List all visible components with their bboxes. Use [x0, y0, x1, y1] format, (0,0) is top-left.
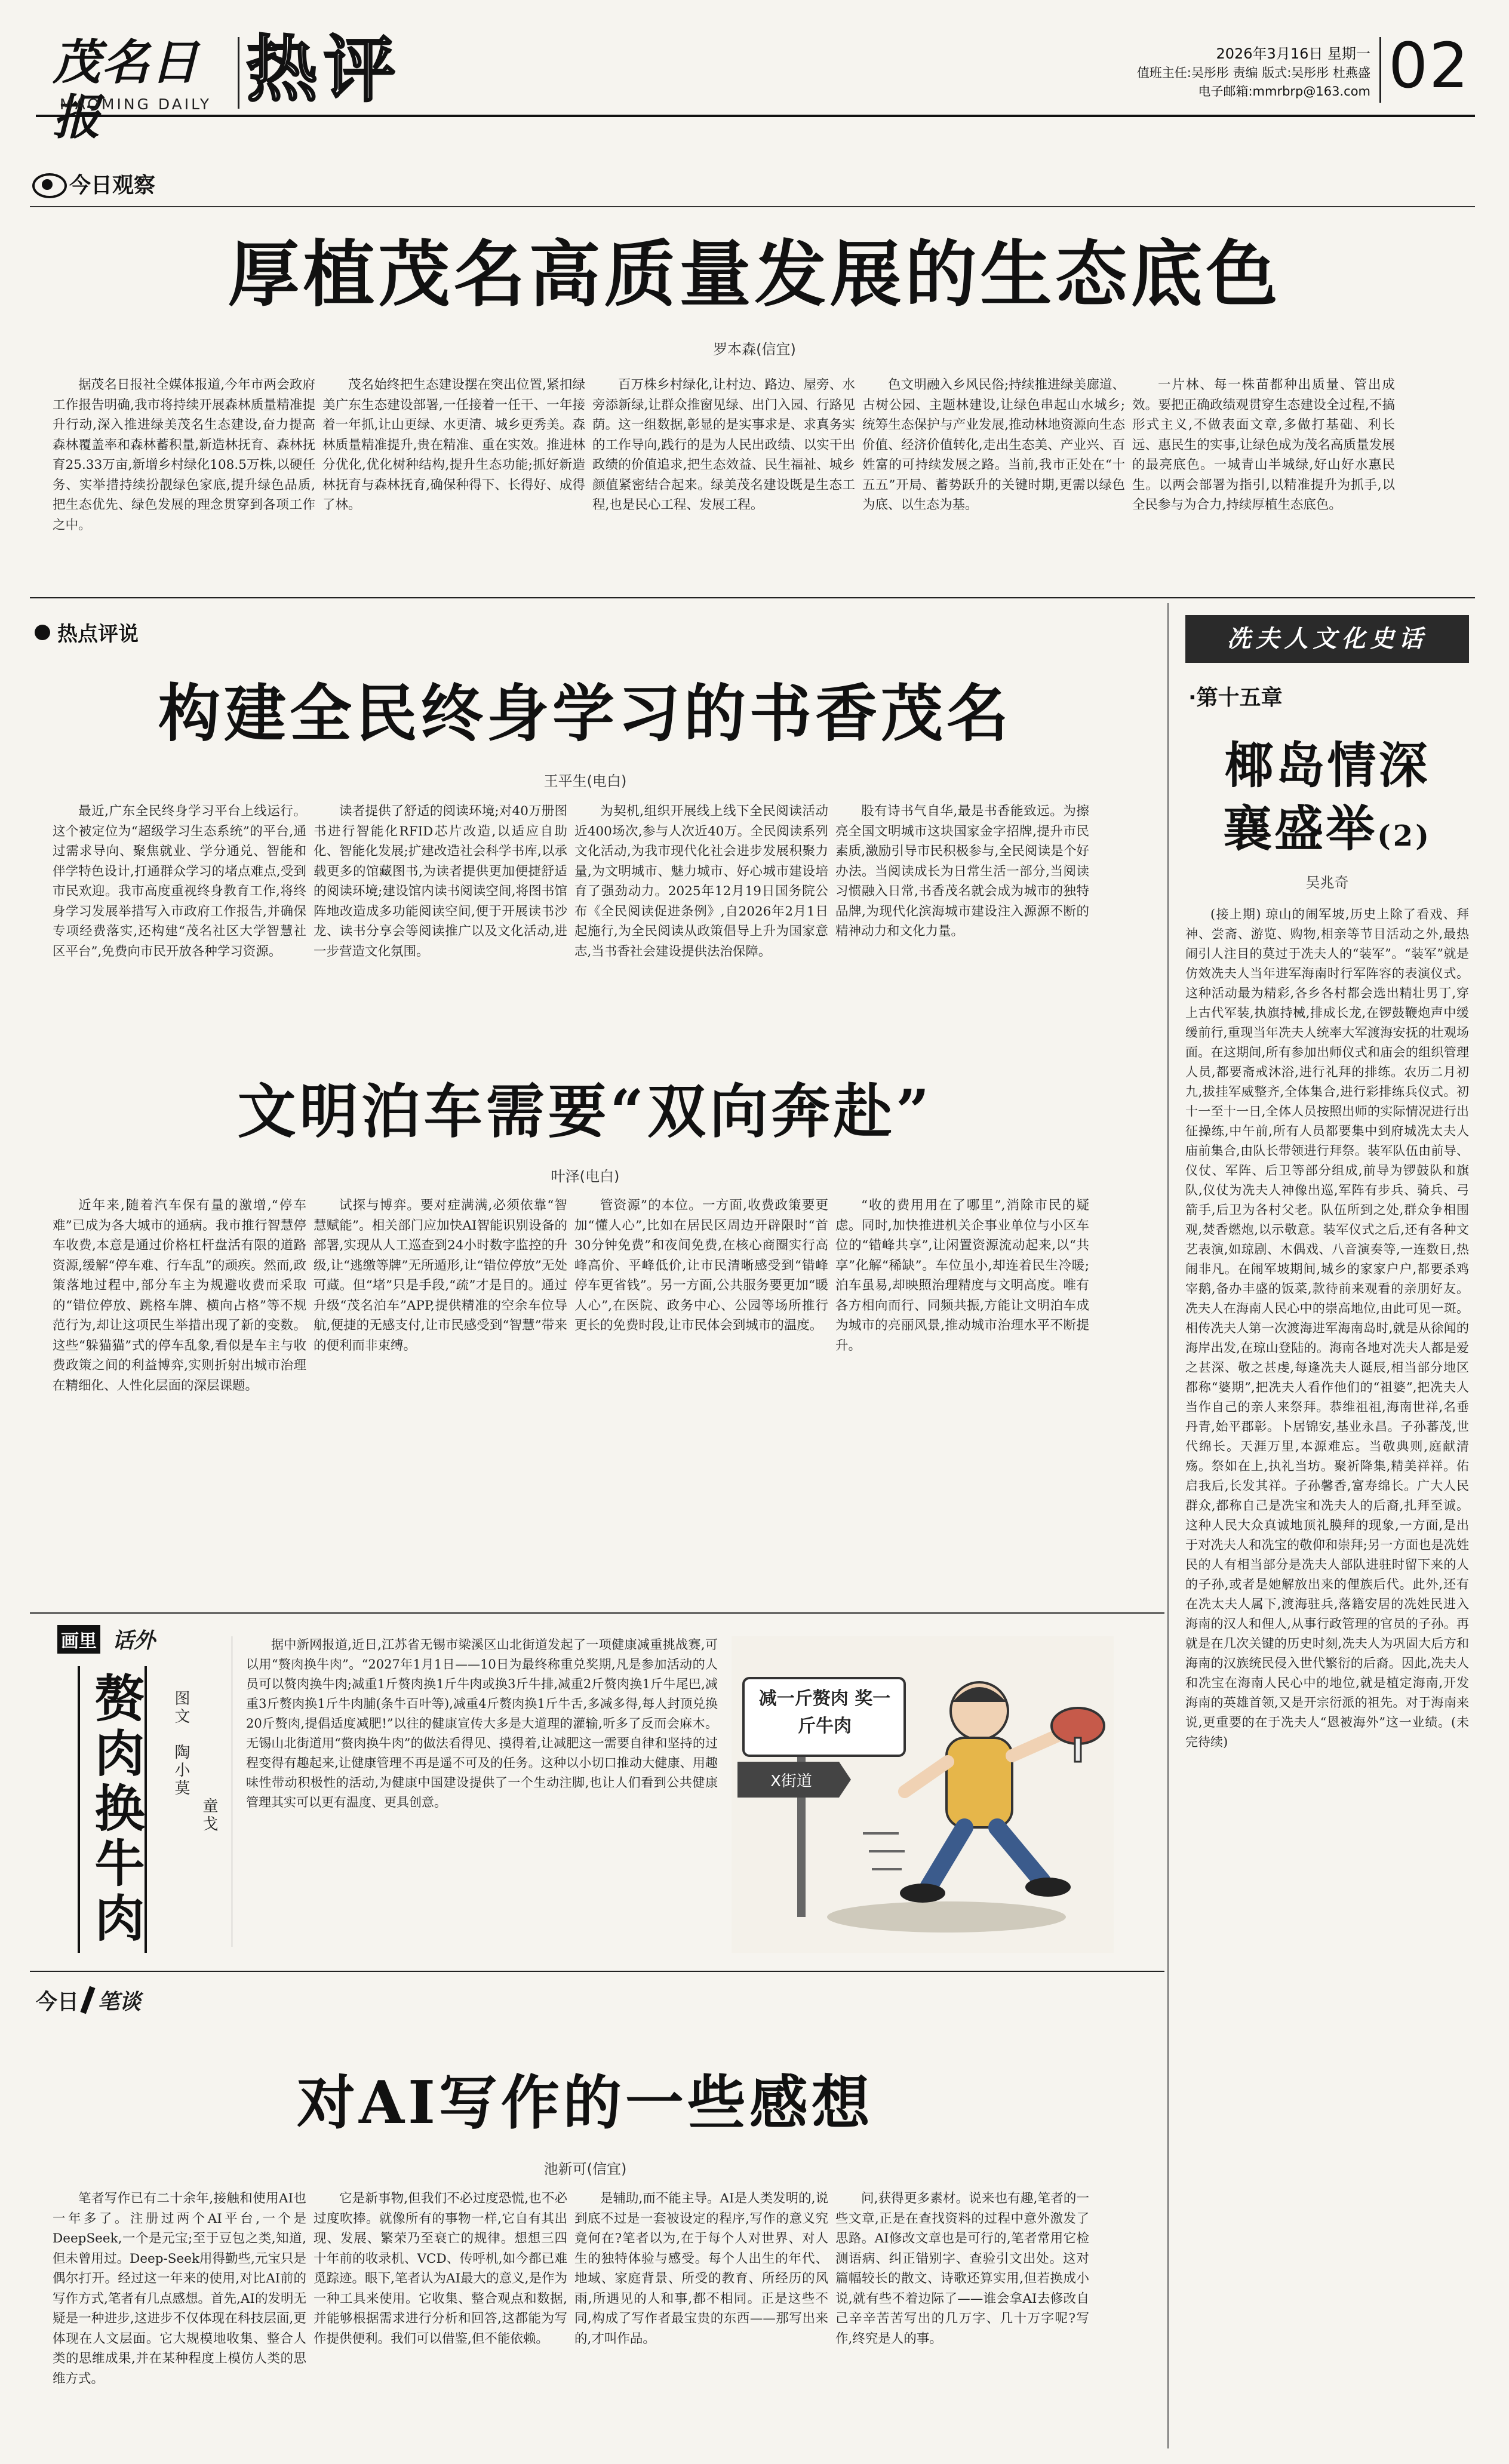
article4-col4: 问,获得更多素材。说来也有趣,笔者的一些文章,正是在查找资料的过程中意外激发了思路。AI修改文章也是可行的,笔者常用它检测语病、纠正错别字、查验引文出处。这对篇幅较长的散文、诗歌还算实用,但若换成小说,就有些不着边际了——谁会拿AI去修改自己辛辛苦苦写出的几万字、几十万字呢?写作,终究是人的事。: [835, 2191, 1089, 2346]
article3-col3: 管资源”的本位。一方面,收费政策要更加“懂人心”,比如在居民区周边开辟限时“首30分钟免费”和夜间免费,在核心商圈实行高峰高价、平峰低价,让市民清晰感受到“错峰停车更省钱”。另一方面,公共服务要更加“暖人心”,在医院、政务中心、公园等场所推行更长的免费时段,让市民体会到城市的温度。: [574, 1198, 828, 1333]
article2-byline: 王平生(电白): [543, 773, 627, 789]
section-rule: [30, 597, 1475, 598]
article2-col2: 读者提供了舒适的阅读环境;对40万册图书进行智能化RFID芯片改造,以适应自助化、智能化发展;扩建改造社会科学书库,以承载更多的馆藏图书,为读者提供更加便捷舒适的阅读环境;建设馆内读书阅读空间,将图书馆阵地改造成多功能阅读空间,便于开展读书沙龙、读书分享会等阅读推广以及文化活动,进一步营造文化氛围。: [314, 804, 567, 959]
cartoon-title: 赘肉换牛肉: [87, 1672, 146, 1947]
cartoon-street-sign: X街道: [770, 1772, 812, 1790]
today-view-label: 今日观察: [69, 173, 156, 198]
article1-byline: 罗本森(信宜): [713, 341, 796, 358]
article4-col3: 是辅助,而不能主导。AI是人类发明的,说到底不过是一套被设定的程序,写作的意义究竟何在?笔者以为,在于每个人对世界、对人生的独特体验与感受。每个人出生的年代、地域、家庭背景、所受的教育、所经历的风雨,所遇见的人和事,都不相同。正是这些不同,构成了写作者最宝贵的东西——那写出来的,才叫作品。: [574, 2191, 828, 2346]
article1-col2: 茂名始终把生态建设摆在突出位置,紧扣绿美广东生态建设部署,一任接着一任干、一年接着一年抓,让山更绿、水更清、城乡更秀美。森林质量精准提升,贵在精准、重在实效。推进林分优化,优化树种结构,提升生态功能;抓好新造林抚育与森林抚育,确保种得下、长得好、成得了林。: [322, 377, 585, 512]
pen-talk-label-a: 今日: [36, 1990, 79, 2014]
cartoon-title-box: [78, 1666, 147, 1953]
cartoon-text: 据中新网报道,近日,江苏省无锡市梁溪区山北街道发起了一项健康减重挑战赛,可以用“赘肉换牛肉”。“2027年1月1日——10日为最终称重兑奖期,凡是参加活动的人员可以赘肉换牛肉;减重1斤赘肉换1斤牛肉或换3斤牛排,减重2斤赘肉换1斤牛尾巴,减重3斤赘肉换1斤牛肉脯(条牛百叶等),减重4斤赘肉换1斤牛舌,多减多得,每人封顶兑换20斤赘肉,提倡适度减肥!”以往的健康宣传大多是大道理的灌输,听多了反而会麻木。无锡山北街道用“赘肉换牛肉”的做法看得见、摸得着,让减肥这一需要自律和坚持的过程变得有趣起来,让健康管理不再是遥不可及的任务。这种以小切口推动大健康、用趣味性带动积极性的活动,为健康中国建设提供了一个生动注脚,也让人们看到公共健康管理其实可以更有温度、更具创意。: [246, 1637, 718, 1809]
section-title: 热评: [246, 27, 401, 112]
serial-divider: [1167, 603, 1169, 2448]
article1-col3: 百万株乡村绿化,让村边、路边、屋旁、水旁添新绿,让群众推窗见绿、出门入园、行路见荫。这一组数据,彰显的是实事求是、求真务实的工作导向,践行的是为人民出政绩、以实干出政绩的价值追求,把生态效益、民生福祉、城乡颜值紧密结合起来。绿美茂名建设既是生态工程,也是民心工程、发展工程。: [592, 377, 855, 512]
article3-byline: 叶泽(电白): [551, 1168, 620, 1185]
eye-pupil: [42, 179, 53, 190]
article4-col2: 它是新事物,但我们不必过度恐慌,也不必过度吹捧。就像所有的事物一样,它自有其出现、发展、繁荣乃至衰亡的规律。想想三四十年前的收录机、VCD、传呼机,如今都已难觅踪迹。眼下,笔者认为AI最大的意义,是作为一种工具来使用。它收集、整合观点和数据,并能够根据需求进行分析和回答,这都能为写作提供便利。我们可以借鉴,但不能依赖。: [314, 2191, 567, 2346]
pen-icon: [80, 1986, 95, 2014]
cartoon-tag: [57, 1621, 213, 1657]
serial-column-name: 冼夫人文化史话: [1227, 625, 1428, 653]
section-rule: [30, 1612, 1164, 1614]
editors-line: 值班主任:吴彤彤 责编 版式:吴彤彤 杜燕盛: [1136, 66, 1370, 80]
cartoon-credit-2: 童戈: [200, 1798, 218, 1833]
pen-talk-label-b: 笔谈: [98, 1990, 142, 2014]
article1-col5: 一片林、每一株苗都种出质量、管出成效。要把正确政绩观贯穿生态建设全过程,不搞形式主义,不做表面文章,多做打基础、利长远、惠民生的实事,让绿色成为茂名高质量发展的最亮底色。一城青山半城绿,好山好水惠民生。以两会部署为指引,以精准提升为抓手,以全民参与为合力,持续厚植生态底色。: [1132, 377, 1395, 512]
section-rule: [30, 206, 1475, 207]
article4-col1: 笔者写作已有二十余年,接触和使用AI也一年多了。注册过两个AI平台,一个是DeepSeek,一个是元宝;至于豆包之类,知道,但未曾用过。Deep-Seek用得勤些,元宝只是偶尔打开。经过这一年来的使用,对比AI前的写作方式,笔者有几点感想。首先,AI的发明无疑是一种进步,这进步不仅体现在科技层面,更体现在人文层面。它大规模地收集、整合人类的思维成果,并在某种程度上模仿人类的思维方式。: [53, 2191, 306, 2386]
issue-date: 2026年3月16日 星期一: [1216, 45, 1370, 62]
serial-body: (接上期) 琼山的闹军坡,历史上除了看戏、拜神、尝斋、游览、购物,相亲等节目活动之外,最热闹引人注目的莫过于冼夫人的“装军”。“装军”就是仿效冼夫人当年进军海南时行军阵容的表演仪式。这种活动最为精彩,各乡各村都会选出精壮男丁,穿上古代军装,执旗持械,排成长龙,在锣鼓鞭炮声中缓缓前行,重现当年冼夫人统率大军渡海安抚的壮观场面。在这期间,所有参加出师仪式和庙会的组织管理人员,都要斋戒沐浴,进行礼拜的排练。农历二月初九,拔挂军威整齐,全体集合,进行彩排练兵仪式。初十一至十一日,全体人员按照出师的实际情况进行出征操练,中午前,所有人员都要集中到府城冼太夫人庙前集合,由队长带领进行拜祭。装军队伍由前导、仪仗、军阵、后卫等部分组成,前导为锣鼓队和旗队,仪仗为冼夫人神像出巡,军阵有步兵、骑兵、弓箭手,后卫为各村父老。队伍所到之处,群众争相围观,焚香燃炮,以示敬意。装军仪式之后,还有各种文艺表演,如琼剧、木偶戏、八音演奏等,一连数日,热闹非凡。在闹军坡期间,城乡的家家户户,都要杀鸡宰鹅,备办丰盛的饭菜,款待前来观看的亲朋好友。冼夫人在海南人民心中的崇高地位,由此可见一斑。相传冼夫人第一次渡海进军海南岛时,就是从徐闻的海岸出发,在琼山登陆的。海南各地对冼夫人都是爱之甚深、敬之甚虔,每逢冼夫人诞辰,相当部分地区都称“婆期”,把冼夫人看作他们的“祖婆”,把冼夫人当作自己的亲人来祭拜。恭维祖祖,海南世祥,名垂丹青,始平郡彰。卜居锦安,基业永昌。子孙蕃茂,世代绵长。天涯万里,本源难忘。当敬典则,庭献清殇。祭如在上,执礼当坊。聚祈降集,精美祥祥。佑启我后,长发其祥。子孙馨香,富寿绵长。广大人民群众,都称自己是冼宝和冼夫人的后裔,扎拜至诚。这种人民大众真诚地顶礼膜拜的现象,一方面,是出于对冼夫人和冼宝的敬仰和崇拜;另一方面也是冼姓民的人有相当部分是冼夫人部队进驻时留下来的人的子孙,或者是她解放出来的俚族后代。此外,还有在冼太夫人属下,渡海驻兵,落籍安居的冼姓民进入海南的汉人和俚人,从事行政管理的官员的子孙。再就是在几次关键的历史时刻,冼夫人为巩固大后方和海南的汉族统民侵入世代繁衍的后裔。因此,冼夫人和冼宝在海南人民心中的地位,就是植定海南,开发海南的英雄首领,又是开宗衍派的祖先。对于海南来说,更重要的在于冼夫人“恩被海外”这一业绩。(未完待续): [1185, 907, 1469, 1749]
article2-col3: 为契机,组织开展线上线下全民阅读活动近400场次,参与人次近40万。全民阅读系列文化活动,为我市现代化社会进步发展积聚力量,为文明城市、魅力城市、好心城市建设培育了强劲动力。2025年12月19日国务院公布《全民阅读促进条例》,自2026年2月1日起施行,为全民阅读从政策倡导上升为国家意志,当书香社会建设提供法治保障。: [574, 804, 828, 959]
article1-col1: 据茂名日报社全媒体报道,今年市两会政府工作报告明确,我市将持续开展森林质量精准提升行动,深入推进绿美茂名生态建设,奋力提高森林覆盖率和森林蓄积量,新造林抚育、森林抚育25.33万亩,新增乡村绿化108.5万株,以硬任务、实举措持续扮靓绿色家底,提升绿色品质,把生态优先、绿色发展的理念贯穿到各项工作之中。: [53, 377, 315, 533]
bullet-icon: [35, 625, 50, 640]
cartoon-drawing: [732, 1636, 1114, 1953]
article3-title: 文明泊车需要“双向奔赴”: [237, 1077, 933, 1146]
serial-title-line1: 椰岛情深: [1224, 737, 1430, 794]
page-number: 02: [1388, 29, 1470, 102]
serial-column-banner: [1185, 615, 1469, 663]
masthead-rule: [36, 115, 1475, 117]
pen-talk-tag: [36, 1983, 215, 2018]
article3-col4: “收的费用用在了哪里”,消除市民的疑虑。同时,加快推进机关企事业单位与小区车位的“错峰共享”,让闲置资源流动起来,以“共享”化解“稀缺”。车位虽小,却连着民生冷暖;泊车虽易,却映照治理精度与文明高度。唯有各方相向而行、同频共振,方能让文明泊车成为城市的亮丽风景,推动城市治理水平不断提升。: [835, 1198, 1089, 1353]
cartoon-sign-text: 减一斤赘肉 奖一斤牛肉: [758, 1688, 891, 1737]
cartoon-credit-1: 图文陶小莫: [172, 1690, 190, 1798]
logo-divider: [238, 37, 239, 109]
article2-title: 构建全民终身学习的书香茂名: [158, 677, 1012, 750]
article2-col4: 股有诗书气自华,最是书香能致远。为擦亮全国文明城市这块国家金字招牌,提升市民素质,激励引导市民积极参与,全民阅读是个好办法。当阅读成长为日常生活一部分,当阅读习惯融入日常,书香茂名就会成为城市的独特品牌,为现代化滨海城市建设注入源源不断的精神动力和文化力量。: [835, 804, 1089, 939]
cartoon-illustration: [732, 1636, 1114, 1953]
article3-col1: 近年来,随着汽车保有量的激增,“停车难”已成为各大城市的通病。我市推行智慧停车收费,本意是通过价格杠杆盘活有限的道路资源,缓解“停车难、行车乱”的顽疾。然而,政策落地过程中,部分车主为规避收费而采取的“错位停放、跳格车牌、横向占格”等不规范行为,却让这项民生举措出现了新的变数。这些“躲猫猫”式的停车乱象,看似是车主与收费政策之间的利益博弈,实则折射出城市治理在精细化、人性化层面的深层课题。: [53, 1198, 306, 1393]
newspaper-logo-en: MAOMING DAILY: [60, 96, 212, 113]
article1-title: 厚植茂名高质量发展的生态底色: [228, 232, 1281, 317]
article1-col4: 色文明融入乡风民俗;持续推进绿美廊道、古树公园、主题林建设,让绿色串起山水城乡;统筹生态保护与产业发展,推动林地资源向生态价值、经济价值转化,走出生态美、产业兴、百姓富的可持续发展之路。当前,我市正处在“十五五”开局、蓄势跃升的关键时期,更需以绿色为底、以生态为基。: [862, 377, 1125, 512]
serial-title-line2: [1185, 799, 1469, 866]
serial-title-part: (2): [1377, 819, 1431, 853]
article4-byline: 池新可(信宜): [543, 2161, 627, 2177]
serial-title-main: 襄盛举: [1223, 800, 1378, 858]
today-view-tag: [30, 168, 209, 202]
hot-talk-tag: [30, 616, 209, 650]
article4-title: 对AI写作的一些感想: [297, 2069, 874, 2137]
serial-author: 吴兆奇: [1305, 874, 1349, 891]
article3-col2: 试探与博弈。要对症满满,必须依靠“智慧赋能”。相关部门应加快AI智能识别设备的部署,实现从人工巡查到24小时数字监控的升级,让“逃缴等牌”无所遁形,让“错位停放”无处可藏。但“堵”只是手段,“疏”才是目的。通过升级“茂名泊车”APP,提供精准的空余车位导航,便捷的无感支付,让市民感受到“智慧”带来的便利而非束缚。: [314, 1198, 567, 1353]
page-number-divider: [1379, 37, 1381, 103]
section-rule: [30, 1971, 1164, 1972]
article2-col1: 最近,广东全民终身学习平台上线运行。这个被定位为“超级学习生态系统”的平台,通过需求导向、聚焦就业、学分通兑、智能和伴学特色设计,打通群众学习的堵点难点,受到市民欢迎。我市高度重视终身教育工作,将终身学习发展举措写入市政府工作报告,并确保专项经费落实,还构建“茂名社区大学智慧社区平台”,免费向市民开放各种学习资源。: [53, 804, 306, 959]
cartoon-tag-text: 话外: [112, 1629, 156, 1653]
serial-chapter: ·第十五章: [1188, 686, 1283, 710]
cartoon-tag-boxed: 画里: [57, 1625, 100, 1654]
editor-email: 电子邮箱:mmrbrp@163.com: [1198, 84, 1370, 99]
hot-talk-label: 热点评说: [57, 622, 139, 646]
newspaper-logo: 茂名日报: [53, 34, 199, 145]
